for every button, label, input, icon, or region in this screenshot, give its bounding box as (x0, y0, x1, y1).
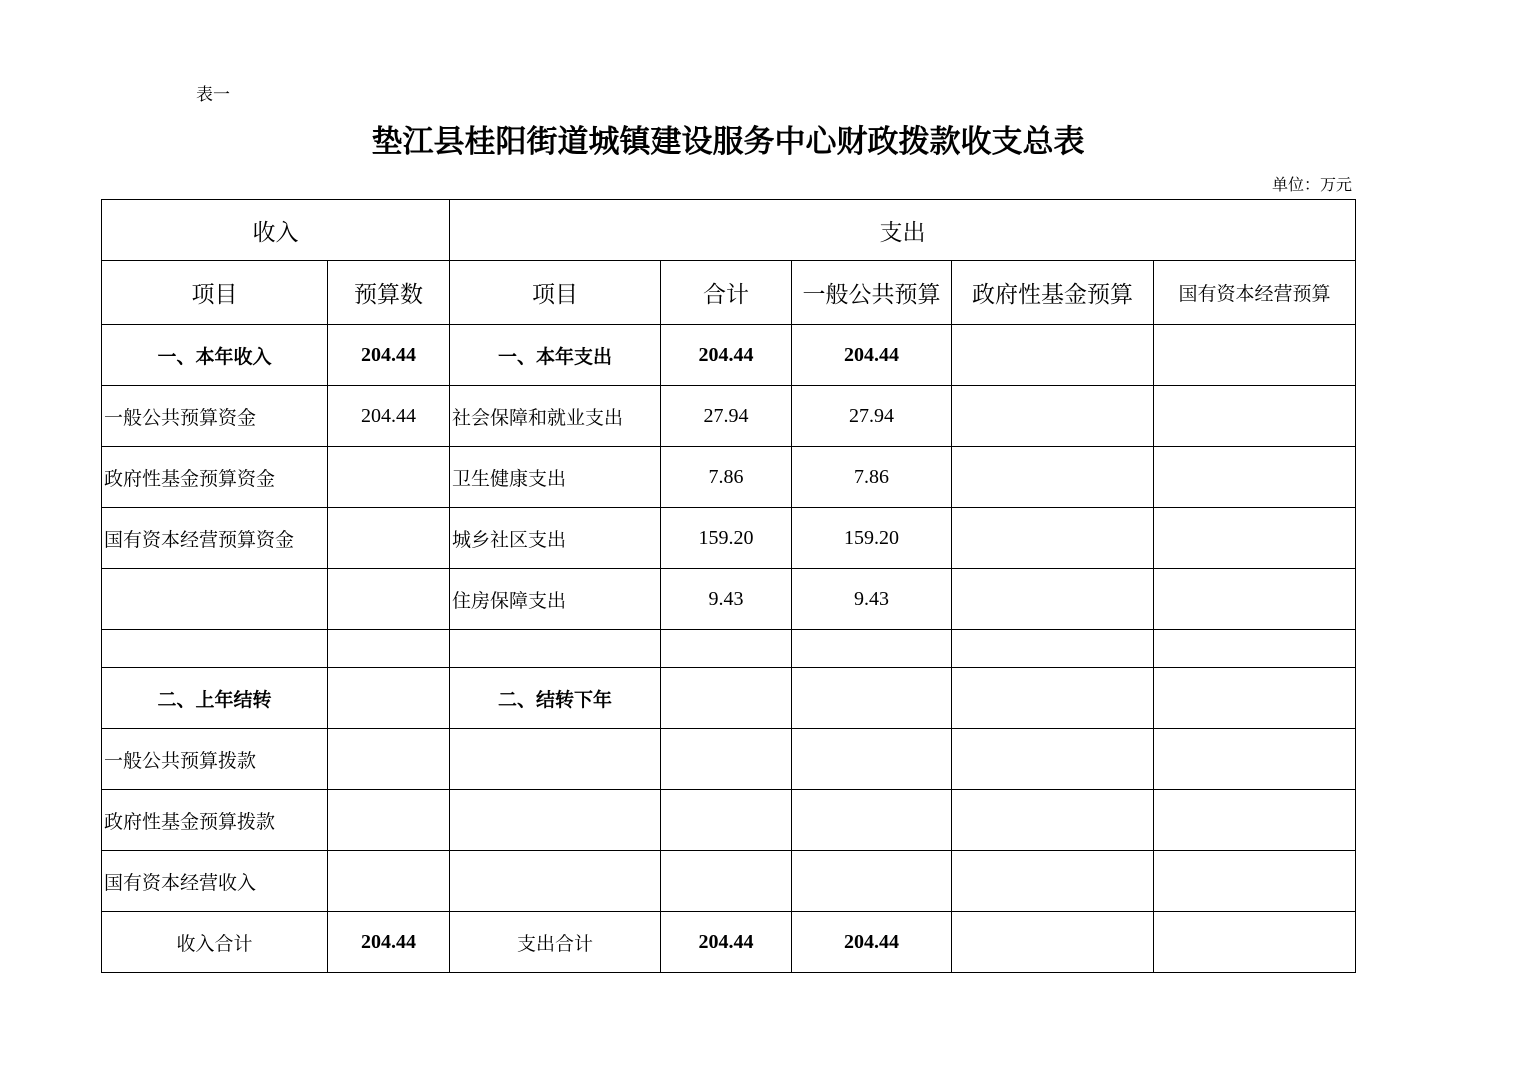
total-cell: 9.43 (661, 569, 792, 630)
header-gov-fund-budget: 政府性基金预算 (952, 261, 1154, 325)
gov-fund-cell (952, 447, 1154, 508)
table-row (102, 729, 1356, 790)
gov-fund-total (952, 912, 1154, 973)
header-income-item: 项目 (102, 261, 328, 325)
expense-item-cell (450, 790, 661, 851)
gov-fund-cell (952, 569, 1154, 630)
table-row (102, 668, 1356, 729)
expense-item-cell (450, 630, 661, 668)
totals-row (102, 912, 1356, 973)
state-capital-cell (1154, 851, 1356, 912)
total-cell (661, 668, 792, 729)
expense-item-cell: 一、本年支出 (450, 325, 661, 386)
gov-fund-cell (952, 851, 1154, 912)
income-item-cell: 政府性基金预算资金 (102, 447, 328, 508)
income-item-cell: 国有资本经营收入 (102, 851, 328, 912)
table-row (102, 325, 1356, 386)
total-cell (661, 729, 792, 790)
total-cell (661, 630, 792, 668)
income-amount-cell (328, 630, 450, 668)
state-capital-cell (1154, 386, 1356, 447)
state-capital-cell (1154, 790, 1356, 851)
table-number: 表一 (196, 85, 230, 105)
income-amount-cell: 204.44 (328, 386, 450, 447)
income-amount-cell: 204.44 (328, 325, 450, 386)
general-budget-cell (792, 668, 952, 729)
income-amount-cell (328, 790, 450, 851)
income-amount-cell (328, 668, 450, 729)
total-cell: 27.94 (661, 386, 792, 447)
header-general-budget: 一般公共预算 (792, 261, 952, 325)
general-budget-total: 204.44 (792, 912, 952, 973)
expense-item-cell (450, 729, 661, 790)
budget-table (101, 199, 1356, 973)
table-row (102, 790, 1356, 851)
gov-fund-cell (952, 386, 1154, 447)
table-row (102, 851, 1356, 912)
gov-fund-cell (952, 790, 1154, 851)
total-cell (661, 851, 792, 912)
income-item-cell: 国有资本经营预算资金 (102, 508, 328, 569)
header-expense-item: 项目 (450, 261, 661, 325)
expense-total-label: 支出合计 (450, 912, 661, 973)
income-amount-cell (328, 447, 450, 508)
general-budget-cell (792, 851, 952, 912)
income-total-label: 收入合计 (102, 912, 328, 973)
state-capital-cell (1154, 668, 1356, 729)
header-income: 收入 (102, 200, 450, 261)
table-row (102, 447, 1356, 508)
general-budget-cell: 9.43 (792, 569, 952, 630)
income-item-cell: 一、本年收入 (102, 325, 328, 386)
income-item-cell: 一般公共预算拨款 (102, 729, 328, 790)
total-cell: 204.44 (661, 325, 792, 386)
total-cell: 159.20 (661, 508, 792, 569)
general-budget-cell: 159.20 (792, 508, 952, 569)
state-capital-cell (1154, 569, 1356, 630)
table-row (102, 508, 1356, 569)
income-item-cell (102, 569, 328, 630)
general-budget-cell: 204.44 (792, 325, 952, 386)
income-amount-cell (328, 508, 450, 569)
income-item-cell: 二、上年结转 (102, 668, 328, 729)
income-total-amount: 204.44 (328, 912, 450, 973)
income-item-cell: 政府性基金预算拨款 (102, 790, 328, 851)
general-budget-cell (792, 630, 952, 668)
income-amount-cell (328, 569, 450, 630)
state-capital-cell (1154, 729, 1356, 790)
header-expense: 支出 (450, 200, 1356, 261)
state-capital-cell (1154, 325, 1356, 386)
gov-fund-cell (952, 668, 1154, 729)
expense-item-cell: 社会保障和就业支出 (450, 386, 661, 447)
header-row-group (102, 200, 1356, 261)
header-row-columns (102, 261, 1356, 325)
general-budget-cell (792, 790, 952, 851)
table-row (102, 386, 1356, 447)
gov-fund-cell (952, 630, 1154, 668)
expense-item-cell: 卫生健康支出 (450, 447, 661, 508)
page-title: 垫江县桂阳街道城镇建设服务中心财政拨款收支总表 (371, 124, 1085, 160)
expense-item-cell: 二、结转下年 (450, 668, 661, 729)
income-amount-cell (328, 729, 450, 790)
total-cell (661, 790, 792, 851)
state-capital-cell (1154, 508, 1356, 569)
gov-fund-cell (952, 508, 1154, 569)
general-budget-cell: 27.94 (792, 386, 952, 447)
general-budget-cell (792, 729, 952, 790)
header-total: 合计 (661, 261, 792, 325)
income-item-cell (102, 630, 328, 668)
table-row (102, 630, 1356, 668)
expense-total-amount: 204.44 (661, 912, 792, 973)
header-state-capital-budget: 国有资本经营预算 (1154, 261, 1356, 325)
income-amount-cell (328, 851, 450, 912)
expense-item-cell: 城乡社区支出 (450, 508, 661, 569)
gov-fund-cell (952, 325, 1154, 386)
unit-label: 单位：万元 (1271, 175, 1352, 194)
state-capital-cell (1154, 630, 1356, 668)
expense-item-cell (450, 851, 661, 912)
general-budget-cell: 7.86 (792, 447, 952, 508)
header-budget-amount: 预算数 (328, 261, 450, 325)
total-cell: 7.86 (661, 447, 792, 508)
table-row (102, 569, 1356, 630)
state-capital-total (1154, 912, 1356, 973)
expense-item-cell: 住房保障支出 (450, 569, 661, 630)
income-item-cell: 一般公共预算资金 (102, 386, 328, 447)
state-capital-cell (1154, 447, 1356, 508)
gov-fund-cell (952, 729, 1154, 790)
